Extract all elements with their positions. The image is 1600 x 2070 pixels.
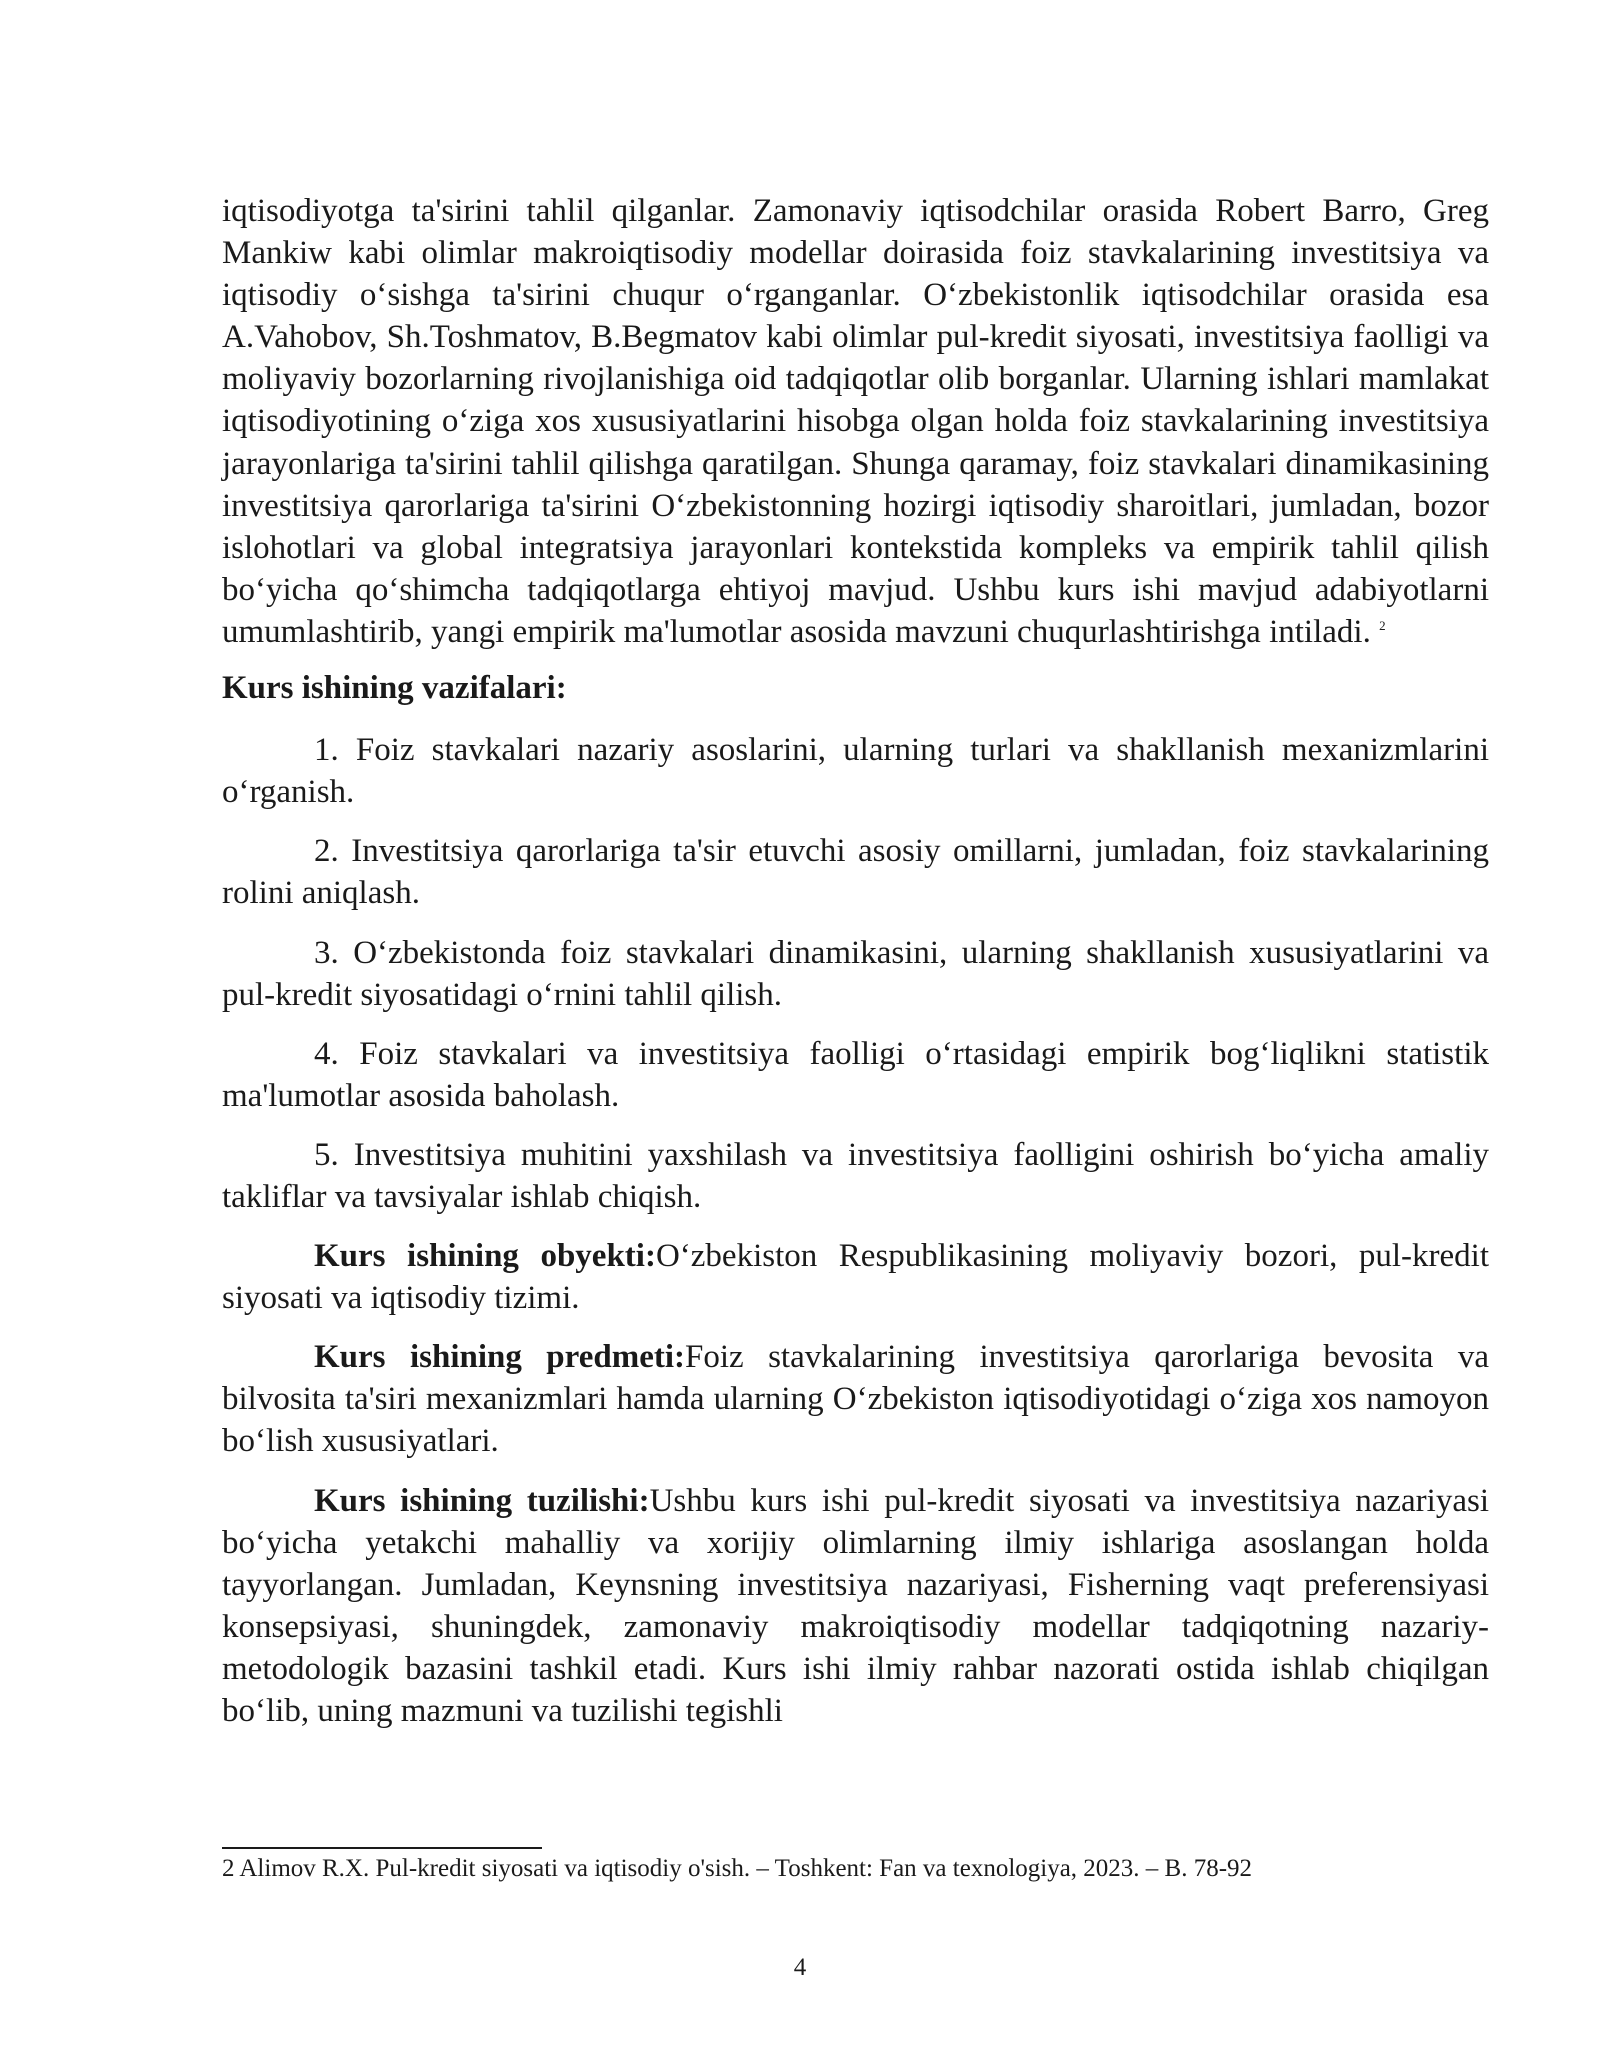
object-paragraph — [222, 1235, 1489, 1319]
tasks-heading: Kurs ishining vazifalari: — [222, 670, 567, 707]
footnote: 2 Alimov R.X. Pul-kredit siyosati va iqtisodiy o'sish. – Toshkent: Fan va texnologiya, 2023. – B. 78-92 — [222, 1855, 1253, 1882]
object-label: Kurs ishining obyekti: — [314, 1238, 656, 1275]
page-number: 4 — [793, 1954, 807, 1981]
subject-text: Foiz stavkalarining investitsiya qarorlariga bevosita va bilvosita ta'siri mexanizmlari hamda ularning O‘zbekiston iqtisodiyotidagi o‘ziga xos namoyon bo‘lish xususiyatlari. — [222, 1339, 1489, 1460]
subject-paragraph — [222, 1336, 1489, 1462]
structure-text: Ushbu kurs ishi pul-kredit siyosati va investitsiya nazariyasi bo‘yicha yetakchi mahalliy va xorijiy olimlarning ilmiy ishlariga asoslangan holda tayyorlangan. Jumladan, Keynsning investitsiya nazariyasi, Fisherning vaqt preferensiyasi konsepsiyasi, shuningdek, zamonaviy makroiqtisodiy modellar tadqiqotning nazariy-metodologik bazasini tashkil etadi. Kurs ishi ilmiy rahbar nazorati ostida ishlab chiqilgan bo‘lib, uning mazmuni va tuzilishi tegishli — [222, 1482, 1489, 1729]
structure-label: Kurs ishining tuzilishi: — [314, 1482, 650, 1519]
footnote-separator — [222, 1847, 542, 1849]
page-body — [222, 190, 1489, 1732]
list-item: 1. Foiz stavkalari nazariy asoslarini, ularning turlari va shakllanish mexanizmlarini o‘rganish. — [222, 732, 1489, 811]
list-item: 4. Foiz stavkalari va investitsiya faolligi o‘rtasidagi empirik bog‘liqlikni statistik ma'lumotlar asosida baholash. — [222, 1035, 1489, 1114]
list-item: 3. O‘zbekistonda foiz stavkalari dinamikasini, ularning shakllanish xususiyatlarini va pul-kredit siyosatidagi o‘rnini tahlil qilish. — [222, 934, 1489, 1013]
structure-paragraph — [222, 1480, 1489, 1733]
intro-paragraph-text: iqtisodiyotga ta'sirini tahlil qilganlar. Zamonaviy iqtisodchilar orasida Robert Barro, Greg Mankiw kabi olimlar makroiqtisodiy modellar doirasida foiz stavkalarining investitsiya va iqtisodiy o‘sishga ta'sirini chuqur o‘rganganlar. O‘zbekistonlik iqtisodchilar orasida esa A.Vahobov, Sh.Toshmatov, B.Begmatov kabi olimlar pul-kredit siyosati, investitsiya faolligi va moliyaviy bozorlarning rivojlanishiga oid tadqiqotlar olib borganlar. Ularning ishlari mamlakat iqtisodiyotining o‘ziga xos xususiyatlarini hisobga olgan holda foiz stavkalarining investitsiya jarayonlariga ta'sirini tahlil qilishga qaratilgan. Shunga qaramay, foiz stavkalari dinamikasining investitsiya qarorlariga ta'sirini O‘zbekistonning hozirgi iqtisodiy sharoitlari, jumladan, bozor islohotlari va global integratsiya jarayonlari kontekstida kompleks va empirik tahlil qilish bo‘yicha qo‘shimcha tadqiqotlarga ehtiyoj mavjud. Ushbu kurs ishi mavjud adabiyotlarni umumlashtirib, yangi empirik ma'lumotlar asosida mavzuni chuqurlashtirishga intiladi. — [222, 193, 1489, 650]
subject-label: Kurs ishining predmeti: — [314, 1339, 685, 1376]
tasks-list — [222, 729, 1489, 1218]
list-item: 2. Investitsiya qarorlariga ta'sir etuvchi asosiy omillarni, jumladan, foiz stavkalarining rolini aniqlash. — [222, 833, 1489, 912]
footnote-reference: 2 — [1379, 617, 1386, 633]
intro-paragraph — [222, 190, 1489, 653]
list-item: 5. Investitsiya muhitini yaxshilash va investitsiya faolligini oshirish bo‘yicha amaliy takliflar va tavsiyalar ishlab chiqish. — [222, 1136, 1489, 1215]
object-text: O‘zbekiston Respublikasining moliyaviy bozori, pul-kredit siyosati va iqtisodiy tizimi. — [222, 1238, 1490, 1317]
